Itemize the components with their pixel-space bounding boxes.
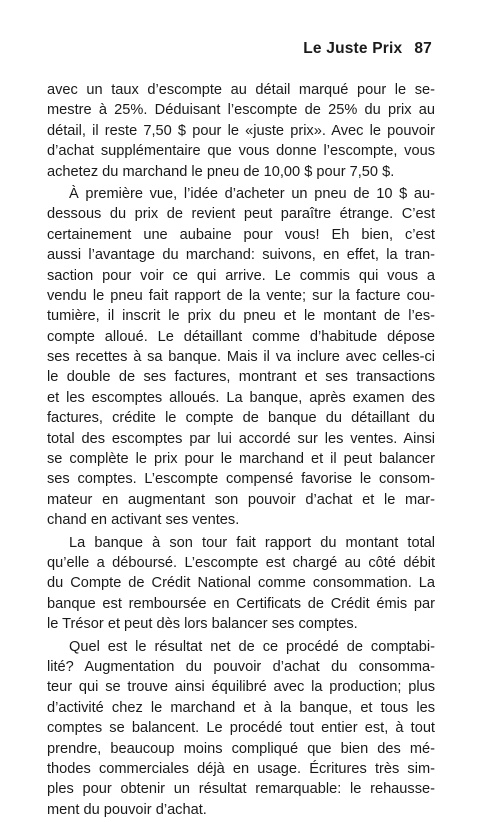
running-header <box>303 40 432 58</box>
text-line: certainement une aubaine pour vous! Eh bien, c’est <box>47 226 435 243</box>
text-line: prendre, beaucoup moins compliqué que bien des mé- <box>47 740 435 757</box>
text-line: le Trésor et peut dès lors balancer ses comptes. <box>47 616 358 633</box>
text-line: mestre à 25%. Déduisant l’escompte de 25% du prix au <box>47 102 435 119</box>
paragraph <box>47 637 435 821</box>
text-line: saction pour voir ce qui arrive. Le commis qui vous a <box>47 267 435 284</box>
text-line: thodes commerciales déjà en usage. Écritures très sim- <box>47 760 435 777</box>
text-line: compte alloué. Le détaillant comme d’habitude dépose <box>47 328 435 345</box>
text-line: lité? Augmentation du pouvoir d’achat du consomma- <box>47 658 435 675</box>
text-line: qu’elle a déboursé. L’escompte est chargé au côté débit <box>47 554 435 571</box>
paragraph <box>47 533 435 635</box>
text-line: dessous du prix de revient peut paraître étrange. C’est <box>47 206 435 223</box>
text-line: chand en activant ses ventes. <box>47 512 240 529</box>
text-line: ment du pouvoir d’achat. <box>47 801 207 818</box>
text-line: comptes se balancent. Le procédé tout entier est, à tout <box>47 720 435 737</box>
text-line: À première vue, l’idée d’acheter un pneu de 10 $ au- <box>69 185 435 202</box>
text-line: ses comptes. L’escompte compensé favorise le consom- <box>47 471 435 488</box>
text-line: et les escomptes alloués. La banque, après examen des <box>47 389 435 406</box>
paragraph <box>47 80 435 182</box>
body-text <box>47 80 435 822</box>
text-line: vendu le pneu fait rapport de la vente; sur la facture cou- <box>47 287 435 304</box>
text-line: achetez du marchand le pneu de 10,00 $ pour 7,50 $. <box>47 163 395 180</box>
text-line: avec un taux d’escompte au détail marqué pour le se- <box>47 82 435 98</box>
running-title: Le Juste Prix <box>303 40 403 57</box>
text-line: banque est remboursée en Certificats de Crédit émis par <box>47 595 435 612</box>
page-number: 87 <box>414 40 432 57</box>
text-line: ples pour obtenir un résultat remarquable: le rehausse- <box>47 781 435 798</box>
paragraph <box>47 184 435 531</box>
text-line: aussi l’avantage du marchand: suivons, en effet, la tran- <box>47 247 435 264</box>
text-line: ses recettes à sa banque. Mais il va inclure avec celles-ci <box>47 349 435 366</box>
text-line: d’activité chez le marchand et à la banque, et tous les <box>47 699 435 716</box>
text-line: factures, crédite le compte de banque du détaillant du <box>47 410 435 427</box>
text-line: se complète le prix pour le marchand et il peut balancer <box>47 451 435 468</box>
text-line: d’achat supplémentaire que vous donne l’escompte, vous <box>47 143 435 160</box>
text-line: Quel est le résultat net de ce procédé de comptabi- <box>69 638 435 655</box>
text-line: tumière, il inscrit le prix du pneu et le montant de l’es- <box>47 308 435 325</box>
text-line: mateur en augmentant son pouvoir d’achat et le mar- <box>47 491 435 508</box>
text-line: total des escomptes par lui accordé sur les ventes. Ainsi <box>47 430 435 447</box>
text-line: teur qui se trouve ainsi équilibré avec la production; plus <box>47 679 435 696</box>
text-line: détail, il reste 7,50 $ pour le «juste prix». Avec le pouvoir <box>47 122 435 139</box>
text-line: le double de ses factures, montrant et ses transactions <box>47 369 435 386</box>
text-line: du Compte de Crédit National comme consommation. La <box>47 575 435 592</box>
text-line: La banque à son tour fait rapport du montant total <box>69 534 435 551</box>
